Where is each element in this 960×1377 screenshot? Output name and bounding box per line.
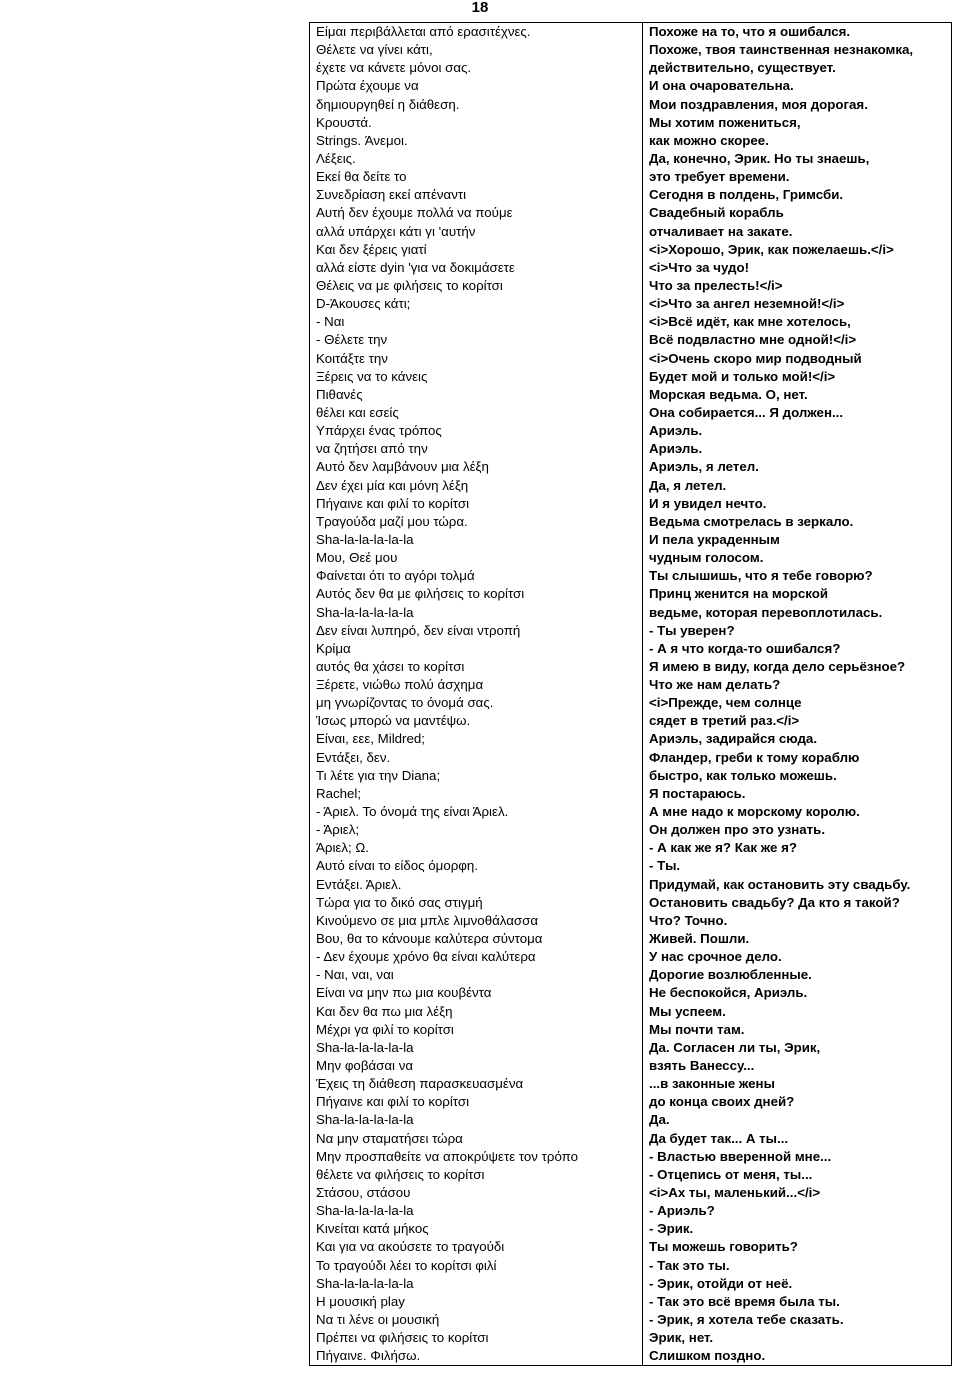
greek-lyrics-column bbox=[310, 23, 643, 1366]
text-line: Да будет так... А ты... bbox=[649, 1130, 789, 1146]
text-line: θέλετε να φιλήσεις το κορίτσι bbox=[316, 1166, 485, 1182]
text-line: Είναι να μην πω μια κουβέντα bbox=[316, 985, 492, 1001]
text-line: Δεν έχει μία και μόνη λέξη bbox=[316, 477, 469, 493]
text-line: - Властью вверенной мне... bbox=[649, 1148, 832, 1164]
text-line: Ариэль, задирайся сюда. bbox=[649, 731, 818, 747]
text-line: Κινούμενο σε μια μπλε λιμνοθάλασσα bbox=[316, 912, 539, 928]
text-line: - Ты. bbox=[649, 858, 681, 874]
text-line: чудным голосом. bbox=[649, 550, 764, 566]
text-line: действительно, существует. bbox=[649, 60, 836, 76]
text-line: Είναι, εεε, Mildred; bbox=[316, 731, 425, 747]
text-line: Придумай, как остановить эту свадьбу. bbox=[649, 876, 911, 892]
text-line: Похоже на то, что я ошибался. bbox=[649, 24, 851, 39]
text-line: Он должен про это узнать. bbox=[649, 822, 826, 838]
text-line: И пела украденным bbox=[649, 531, 780, 547]
text-line: Эрик, нет. bbox=[649, 1330, 714, 1346]
text-line: Всё подвластно мне одной!</i> bbox=[649, 332, 857, 348]
text-line: И она очаровательна. bbox=[649, 78, 794, 94]
text-line: Ариэль. bbox=[649, 423, 703, 439]
text-line: Έχεις τη διάθεση παρασκευασμένα bbox=[316, 1076, 524, 1092]
text-line: - Эрик. bbox=[649, 1221, 694, 1237]
text-line: <i>Что за чудо! bbox=[649, 259, 750, 275]
text-line: Ариэль, я летел. bbox=[649, 459, 759, 475]
text-line: Strings. Άνεμοι. bbox=[316, 132, 408, 148]
text-line: - Так это всё время была ты. bbox=[649, 1293, 840, 1309]
text-line: <i>Очень скоро мир подводный bbox=[649, 350, 862, 366]
text-line: Sha-la-la-la-la-la bbox=[316, 531, 414, 547]
text-line: Мы успеем. bbox=[649, 1003, 726, 1019]
text-line: Да, конечно, Эрик. Но ты знаешь, bbox=[649, 150, 870, 166]
text-line: <i>Всё идёт, как мне хотелось, bbox=[649, 314, 851, 330]
text-line: это требует времени. bbox=[649, 169, 790, 185]
text-line: Αυτός δεν θα με φιλήσεις το κορίτσι bbox=[316, 586, 525, 602]
text-line: И я увидел нечто. bbox=[649, 495, 767, 511]
text-line: Ты можешь говорить? bbox=[649, 1239, 798, 1255]
text-line: Sha-la-la-la-la-la bbox=[316, 604, 414, 620]
text-line: - Θέλετε την bbox=[316, 332, 388, 348]
text-line: - А как же я? Как же я? bbox=[649, 840, 797, 856]
text-line: <i>Ах ты, маленький...</i> bbox=[649, 1185, 821, 1200]
text-line: Я имею в виду, когда дело серьёзное? bbox=[649, 658, 906, 674]
text-line: ведьме, которая перевоплотилась. bbox=[649, 604, 883, 620]
text-line: Свадебный корабль bbox=[649, 205, 784, 221]
text-line: Υπάρχει ένας τρόπος bbox=[316, 423, 442, 439]
text-line: Βου, θα το κάνουμε καλύτερα σύντομα bbox=[316, 931, 543, 947]
text-line: - Ариэль? bbox=[649, 1203, 715, 1219]
text-line: Ты слышишь, что я тебе говорю? bbox=[649, 568, 873, 584]
text-line: Κρουστά. bbox=[316, 114, 372, 130]
text-line: Τώρα για το δικό σας στιγμή bbox=[316, 894, 483, 910]
text-line: Κρίμα bbox=[316, 640, 351, 656]
text-line: Πήγαινε και φιλί το κορίτσι bbox=[316, 495, 470, 511]
text-line: - Άριελ; bbox=[316, 822, 360, 838]
text-line: έχετε να κάνετε μόνοι σας. bbox=[316, 60, 472, 76]
text-line: Sha-la-la-la-la-la bbox=[316, 1112, 414, 1128]
text-line: αλλά υπάρχει κάτι γι 'αυτήν bbox=[316, 223, 476, 239]
text-line: Θέλεις να με φιλήσεις το κορίτσι bbox=[316, 277, 503, 293]
text-line: Да, я летел. bbox=[649, 477, 727, 493]
text-line: Ίσως μπορώ να μαντέψω. bbox=[316, 713, 471, 729]
text-line: А мне надо к морскому королю. bbox=[649, 804, 860, 820]
text-line: Дорогие возлюбленные. bbox=[649, 967, 812, 983]
text-line: Φαίνεται ότι το αγόρι τολμά bbox=[316, 568, 475, 584]
text-line: Похоже, твоя таинственная незнакомка, bbox=[649, 42, 914, 58]
text-line: Πρώτα έχουμε να bbox=[316, 78, 419, 94]
text-line: У нас срочное дело. bbox=[649, 949, 782, 965]
text-line: Μην φοβάσαι να bbox=[316, 1058, 414, 1074]
text-line: Фландер, греби к тому кораблю bbox=[649, 749, 860, 765]
page-number: 18 bbox=[471, 0, 489, 16]
text-line: Τραγούδα μαζί μου τώρα. bbox=[316, 513, 468, 529]
text-line: сядет в третий раз.</i> bbox=[649, 713, 800, 729]
text-line: Ведьма смотрелась в зеркало. bbox=[649, 513, 854, 529]
text-line: Κοιτάξτε την bbox=[316, 350, 388, 366]
text-line: Αυτή δεν έχουμε πολλά να πούμε bbox=[316, 205, 513, 221]
text-line: δημιουργηθεί η διάθεση. bbox=[316, 96, 460, 112]
text-line: Δεν είναι λυπηρό, δεν είναι ντροπή bbox=[316, 622, 521, 638]
text-line: - Ναι, ναι, ναι bbox=[316, 967, 394, 983]
text-line: Принц женится на морской bbox=[649, 586, 828, 602]
text-line: Живей. Пошли. bbox=[649, 931, 750, 947]
text-line: - Ты уверен? bbox=[649, 622, 735, 638]
text-line: Και δεν θα πω μια λέξη bbox=[316, 1003, 453, 1019]
text-line: Что за прелесть!</i> bbox=[649, 277, 783, 293]
text-line: Rachel; bbox=[316, 785, 362, 801]
text-line: να ζητήσει από την bbox=[316, 441, 428, 457]
text-line: - Эрик, я хотела тебе сказать. bbox=[649, 1311, 844, 1327]
text-line: Она собирается... Я должен... bbox=[649, 404, 844, 420]
text-line: Ξέρετε, νιώθω πολύ άσχημα bbox=[316, 677, 484, 693]
text-line: Εντάξει, δεν. bbox=[316, 749, 391, 765]
text-line: αυτός θα χάσει το κορίτσι bbox=[316, 658, 465, 674]
russian-subtitles-column bbox=[643, 23, 952, 1366]
text-line: Πιθανές bbox=[316, 386, 363, 402]
text-line: Εντάξει. Άριελ. bbox=[316, 876, 402, 892]
text-line: Λέξεις. bbox=[316, 150, 356, 166]
transcript-table bbox=[309, 22, 952, 1366]
text-line: Не беспокойся, Ариэль. bbox=[649, 985, 808, 1001]
text-line: αλλά είστε dyin 'για να δοκιμάσετε bbox=[316, 259, 515, 275]
text-line: взять Ванессу... bbox=[649, 1058, 755, 1074]
text-line: <i>Что за ангел неземной!</i> bbox=[649, 296, 845, 312]
text-line: Sha-la-la-la-la-la bbox=[316, 1039, 414, 1055]
text-line: <i>Прежде, чем солнце bbox=[649, 695, 802, 711]
text-line: Η μουσική play bbox=[316, 1293, 405, 1309]
text-line: - Отцепись от меня, ты... bbox=[649, 1166, 813, 1182]
table-row bbox=[310, 23, 952, 1366]
text-line: Να τι λένε οι μουσική bbox=[316, 1311, 440, 1327]
text-line: ...в законные жены bbox=[649, 1076, 775, 1092]
text-line: Я постараюсь. bbox=[649, 785, 746, 801]
text-line: Sha-la-la-la-la-la bbox=[316, 1203, 414, 1219]
text-line: Εκεί θα δείτε το bbox=[316, 169, 407, 185]
text-line: Αυτό είναι το είδος όμορφη. bbox=[316, 858, 479, 874]
text-line: Μέχρι γα φιλί το κορίτσι bbox=[316, 1021, 454, 1037]
text-line: Πήγαινε και φιλί το κορίτσι bbox=[316, 1094, 470, 1110]
text-line: - Άριελ. Το όνομά της είναι Άριελ. bbox=[316, 804, 509, 820]
text-line: отчаливает на закате. bbox=[649, 223, 793, 239]
text-line: μη γνωρίζοντας το όνομά σας. bbox=[316, 695, 494, 711]
text-line: Слишком поздно. bbox=[649, 1348, 766, 1364]
text-line: Κινείται κατά μήκος bbox=[316, 1221, 429, 1237]
text-line: - А я что когда-то ошибался? bbox=[649, 640, 841, 656]
text-line: Τι λέτε για την Diana; bbox=[316, 767, 441, 783]
text-line: Остановить свадьбу? Да кто я такой? bbox=[649, 894, 900, 910]
text-line: Άριελ; Ω. bbox=[316, 840, 369, 856]
text-line: Ариэль. bbox=[649, 441, 703, 457]
text-line: Είμαι περιβάλλεται από ερασιτέχνες. bbox=[316, 24, 531, 39]
text-line: Что? Точно. bbox=[649, 912, 728, 928]
text-line: Да. Согласен ли ты, Эрик, bbox=[649, 1039, 821, 1055]
text-line: Да. bbox=[649, 1112, 670, 1128]
text-line: - Δεν έχουμε χρόνο θα είναι καλύτερα bbox=[316, 949, 536, 965]
text-line: - Эрик, отойди от неё. bbox=[649, 1275, 793, 1291]
text-line: - Так это ты. bbox=[649, 1257, 730, 1273]
text-line: Sha-la-la-la-la-la bbox=[316, 1275, 414, 1291]
text-line: Μην προσπαθείτε να αποκρύψετε τον τρόπο bbox=[316, 1148, 579, 1164]
text-line: Что же нам делать? bbox=[649, 677, 781, 693]
text-line: Και δεν ξέρεις γιατί bbox=[316, 241, 427, 257]
text-line: D-Άκουσες κάτι; bbox=[316, 296, 411, 312]
text-line: Πρέπει να φιλήσεις το κορίτσι bbox=[316, 1330, 489, 1346]
text-line: Морская ведьма. О, нет. bbox=[649, 386, 808, 402]
text-line: Αυτό δεν λαμβάνουν μια λέξη bbox=[316, 459, 489, 475]
text-line: Να μην σταματήσει τώρα bbox=[316, 1130, 463, 1146]
text-line: Мои поздравления, моя дорогая. bbox=[649, 96, 868, 112]
text-line: Στάσου, στάσου bbox=[316, 1185, 411, 1200]
text-line: Μου, Θεέ μου bbox=[316, 550, 398, 566]
text-line: Το τραγούδι λέει το κορίτσι φιλί bbox=[316, 1257, 497, 1273]
text-line: - Ναι bbox=[316, 314, 345, 330]
text-line: Συνεδρίαση εκεί απέναντι bbox=[316, 187, 467, 203]
text-line: до конца своих дней? bbox=[649, 1094, 795, 1110]
text-line: θέλει και εσείς bbox=[316, 404, 399, 420]
text-line: Και για να ακούσετε το τραγούδι bbox=[316, 1239, 505, 1255]
text-line: Сегодня в полдень, Гримсби. bbox=[649, 187, 844, 203]
text-line: быстро, как только можешь. bbox=[649, 767, 837, 783]
text-line: как можно скорее. bbox=[649, 132, 769, 148]
text-line: Πήγαινε. Φιλήσω. bbox=[316, 1348, 421, 1364]
text-line: <i>Хорошо, Эрик, как пожелаешь.</i> bbox=[649, 241, 894, 257]
text-line: Будет мой и только мой!</i> bbox=[649, 368, 836, 384]
text-line: Θέλετε να γίνει κάτι, bbox=[316, 42, 433, 58]
text-line: Мы почти там. bbox=[649, 1021, 745, 1037]
text-line: Ξέρεις να το κάνεις bbox=[316, 368, 428, 384]
text-line: Мы хотим пожениться, bbox=[649, 114, 801, 130]
